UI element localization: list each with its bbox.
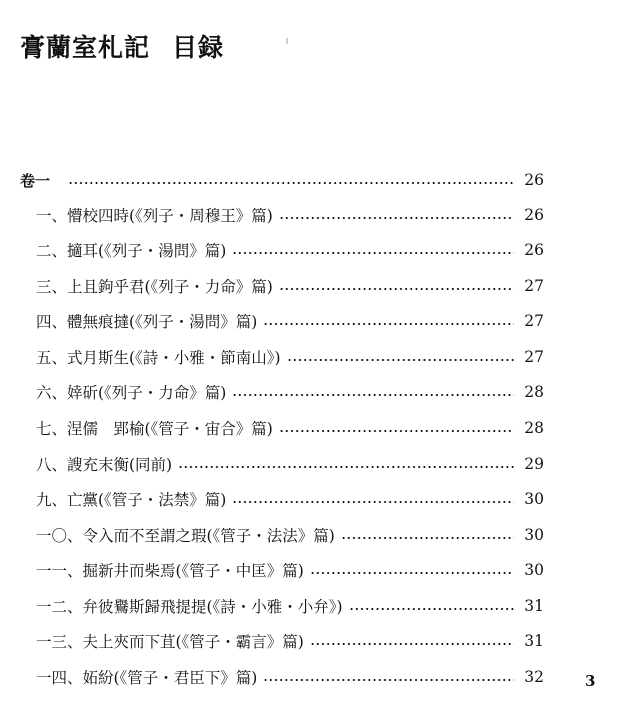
toc-entry-volume xyxy=(20,166,544,194)
scan-mark xyxy=(286,38,288,44)
toc-entry xyxy=(36,663,544,691)
toc-entry xyxy=(36,272,544,300)
toc-entry-label: 九、亡黨(《管子・法禁》篇) xyxy=(36,491,227,509)
section-title: 目録 xyxy=(172,33,225,62)
toc-entry xyxy=(36,378,544,406)
toc-entry-label: 二、擿耳(《列子・湯問》篇) xyxy=(36,242,227,260)
toc-entry-label: 一四、妬紛(《管子・君臣下》篇) xyxy=(36,669,258,687)
dot-leader xyxy=(232,501,514,503)
toc-entry xyxy=(36,201,544,229)
toc-entry xyxy=(36,556,544,584)
toc-entry-page: 32 xyxy=(524,668,544,686)
toc-entry-page: 30 xyxy=(524,490,544,508)
dot-leader xyxy=(263,679,514,681)
dot-leader xyxy=(287,359,514,361)
toc-entry xyxy=(36,343,544,371)
toc-entry-label: 一一、掘新井而柴焉(《管子・中匡》篇) xyxy=(36,562,304,580)
page-number: 3 xyxy=(585,672,596,690)
toc-entry-page: 27 xyxy=(524,277,544,295)
dot-leader xyxy=(232,252,514,254)
dot-leader xyxy=(310,572,514,574)
dot-leader xyxy=(68,182,514,184)
toc-entry-page: 31 xyxy=(524,597,544,615)
dot-leader xyxy=(178,466,514,468)
toc-entry-label: 三、上且鉤乎君(《列子・力命》篇) xyxy=(36,278,273,296)
dot-leader xyxy=(310,643,514,645)
dot-leader xyxy=(263,323,514,325)
toc-entry-label: 卷一 xyxy=(20,171,51,190)
toc-entry-page: 26 xyxy=(524,241,544,259)
toc-entry xyxy=(36,236,544,264)
toc-entry-page: 28 xyxy=(524,419,544,437)
dot-leader xyxy=(341,537,514,539)
dot-leader xyxy=(279,217,514,219)
toc-entry xyxy=(36,521,544,549)
toc-entry-page: 29 xyxy=(524,455,544,473)
page-title xyxy=(20,28,224,64)
toc-entry-label: 一、懵校四時(《列子・周穆王》篇) xyxy=(36,207,273,225)
dot-leader xyxy=(279,288,514,290)
toc-entry-label: 八、謏充末衡(同前) xyxy=(36,456,173,474)
toc-entry-label: 一二、弁彼鸒斯歸飛提提(《詩・小雅・小弁》) xyxy=(36,598,343,616)
dot-leader xyxy=(232,394,514,396)
book-title: 膏蘭室札記 xyxy=(20,33,151,62)
dot-leader xyxy=(279,430,514,432)
toc-entry-page: 27 xyxy=(524,312,544,330)
toc-entry xyxy=(36,592,544,620)
toc-entry xyxy=(36,450,544,478)
toc-entry xyxy=(36,627,544,655)
toc-entry-page: 26 xyxy=(524,206,544,224)
toc-entry-label: 六、婞斫(《列子・力命》篇) xyxy=(36,384,227,402)
toc-entry xyxy=(36,414,544,442)
dot-leader xyxy=(349,608,514,610)
toc-entry-label: 一〇、令入而不至謂之瑕(《管子・法法》篇) xyxy=(36,527,335,545)
toc-entry xyxy=(36,307,544,335)
toc-entry-label: 五、式月斯生(《詩・小雅・節南山》) xyxy=(36,349,281,367)
toc-entry-page: 28 xyxy=(524,383,544,401)
toc-entry-page: 27 xyxy=(524,348,544,366)
toc-entry-page: 30 xyxy=(524,526,544,544)
toc-entry-page: 31 xyxy=(524,632,544,650)
toc-entry xyxy=(36,485,544,513)
toc-entry-label: 一三、夫上夾而下苴(《管子・霸言》篇) xyxy=(36,633,304,651)
toc-entry-page: 30 xyxy=(524,561,544,579)
toc-entry-label: 七、涅儒 郢榆(《管子・宙合》篇) xyxy=(36,420,273,438)
toc-entry-label: 四、體無痕撻(《列子・湯問》篇) xyxy=(36,313,258,331)
toc-entry-page: 26 xyxy=(524,171,544,189)
